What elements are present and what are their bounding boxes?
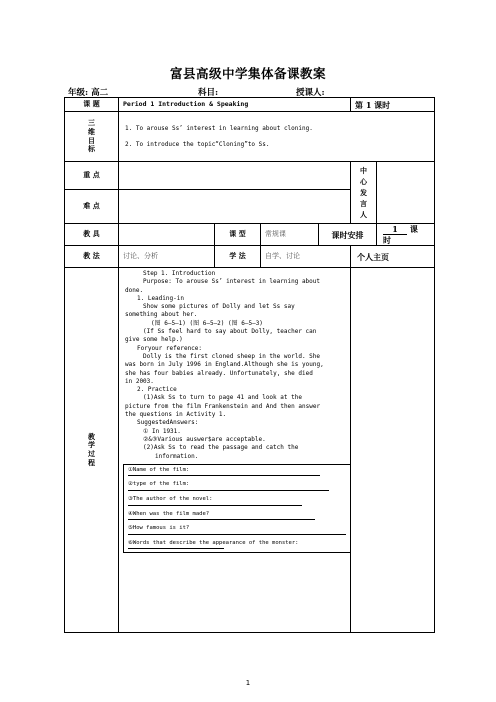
schedule-unit: 课 [409, 224, 418, 234]
dolly-line-3: she has four babies already. Unfortunately, she died [125, 369, 313, 377]
objectives-label: 三 维 目 标 [65, 112, 119, 162]
process-label: 教 学 过 程 [65, 268, 119, 633]
ask1-line-c: the questions in Activity 1. [125, 411, 227, 419]
objective-2: 2. To introduce the topic“Cloning”to Ss. [125, 140, 270, 148]
center-speaker-content [377, 162, 435, 224]
teaching-aids-content [119, 224, 215, 246]
purpose-line-b: done. [125, 286, 144, 294]
lesson-type-value: 常规课 [261, 224, 319, 246]
reference-heading: Foryour reference: [137, 344, 203, 352]
schedule-wrap: 时 [383, 235, 392, 245]
answer-2-3: ②&③Various auswer$are acceptable. [143, 435, 266, 443]
page-number: 1 [245, 679, 251, 687]
ask2-line-b: information. [155, 452, 199, 460]
schedule-number: 1 [383, 224, 407, 235]
dolly-line-4: in 2003. [125, 377, 154, 385]
worksheet-question-4: ④When was the film made? [128, 510, 210, 517]
objectives-content [119, 112, 435, 162]
teaching-aids-label: 教 具 [65, 224, 119, 246]
answer-line [128, 490, 329, 491]
ask1-line-b: picture from the film Frankenstein and And then answer [125, 402, 321, 410]
answer-line [128, 475, 320, 476]
teaching-method-value: 讨论、分析 [119, 246, 215, 268]
show-line-a: Show some pictures of Dolly and let Ss say [143, 303, 295, 311]
answer-line [128, 534, 346, 535]
suggested-answers: SuggestedAnswers: [137, 419, 199, 427]
show-line-b: something about her. [125, 311, 198, 319]
learning-method-value: 自学、讨论 [261, 246, 351, 268]
learning-method-label: 学 法 [215, 246, 261, 268]
objective-1: 1. To arouse Ss’ interest in learning about cloning. [125, 125, 313, 132]
schedule-value [377, 224, 435, 246]
picture-refs: (图 6—5—1) (图 6—5—2) (图 6—5—3) [151, 319, 263, 327]
hint-line-b: give some help.) [125, 336, 183, 344]
difficulties-content [119, 190, 351, 224]
dolly-line-1: Dolly is the first cloned sheep in the world. She [143, 352, 321, 360]
difficulties-label: 难 点 [65, 190, 119, 224]
ask1-line-a: (1)Ask Ss to turn to page 41 and look at the [143, 394, 302, 402]
leading-in: 1. Leading-in [137, 294, 184, 302]
teacher-label: 授课人: [296, 88, 325, 98]
lesson-type-label: 课 型 [215, 224, 261, 246]
practice-heading: 2. Practice [137, 386, 177, 394]
lesson-number: 第 1 课时 [351, 98, 435, 112]
subject-label: 科目: [198, 88, 219, 98]
topic-label: 课 题 [65, 98, 119, 112]
answer-line [128, 519, 315, 520]
worksheet-question-2: ②type of the film: [128, 481, 190, 488]
key-points-label: 重 点 [65, 162, 119, 190]
lesson-plan-table [64, 97, 435, 633]
personal-page-label: 个人主页 [351, 246, 435, 268]
worksheet-question-3: ③The author of the novel: [128, 496, 213, 503]
worksheet-question-1: ①Name of the film: [128, 466, 190, 473]
center-speaker-label: 中 心 发 言 人 [351, 162, 377, 224]
answer-1: ① In 1931. [143, 427, 181, 435]
answer-line [128, 548, 224, 549]
personal-page-content [351, 268, 435, 633]
process-content [119, 268, 351, 633]
schedule-label: 课时安排 [319, 224, 377, 246]
worksheet-question-5: ⑤How famous is it? [128, 525, 190, 532]
worksheet-box [123, 464, 351, 554]
answer-line [128, 505, 302, 506]
dolly-line-2: was born in July 1996 in England.Although she is young, [125, 361, 324, 369]
purpose-line-a: Purpose: To arouse Ss’ interest in learning about [143, 278, 321, 286]
topic-value: Period 1 Introduction & Speaking [119, 98, 351, 112]
worksheet-question-6: ⑥Words that describe the appearance of the monster: [128, 539, 299, 546]
key-points-content [119, 162, 351, 190]
grade-label: 年级: 高二 [68, 88, 109, 98]
ask2-line-a: (2)Ask Ss to read the passage and catch the [143, 444, 299, 452]
teaching-method-label: 教 法 [65, 246, 119, 268]
document-title: 富县高级中学集体备课教案 [169, 66, 326, 81]
hint-line-a: (If Ss feel hard to say about Dolly, teacher can [143, 328, 317, 336]
step-1-heading: Step 1. Introduction [143, 270, 216, 277]
